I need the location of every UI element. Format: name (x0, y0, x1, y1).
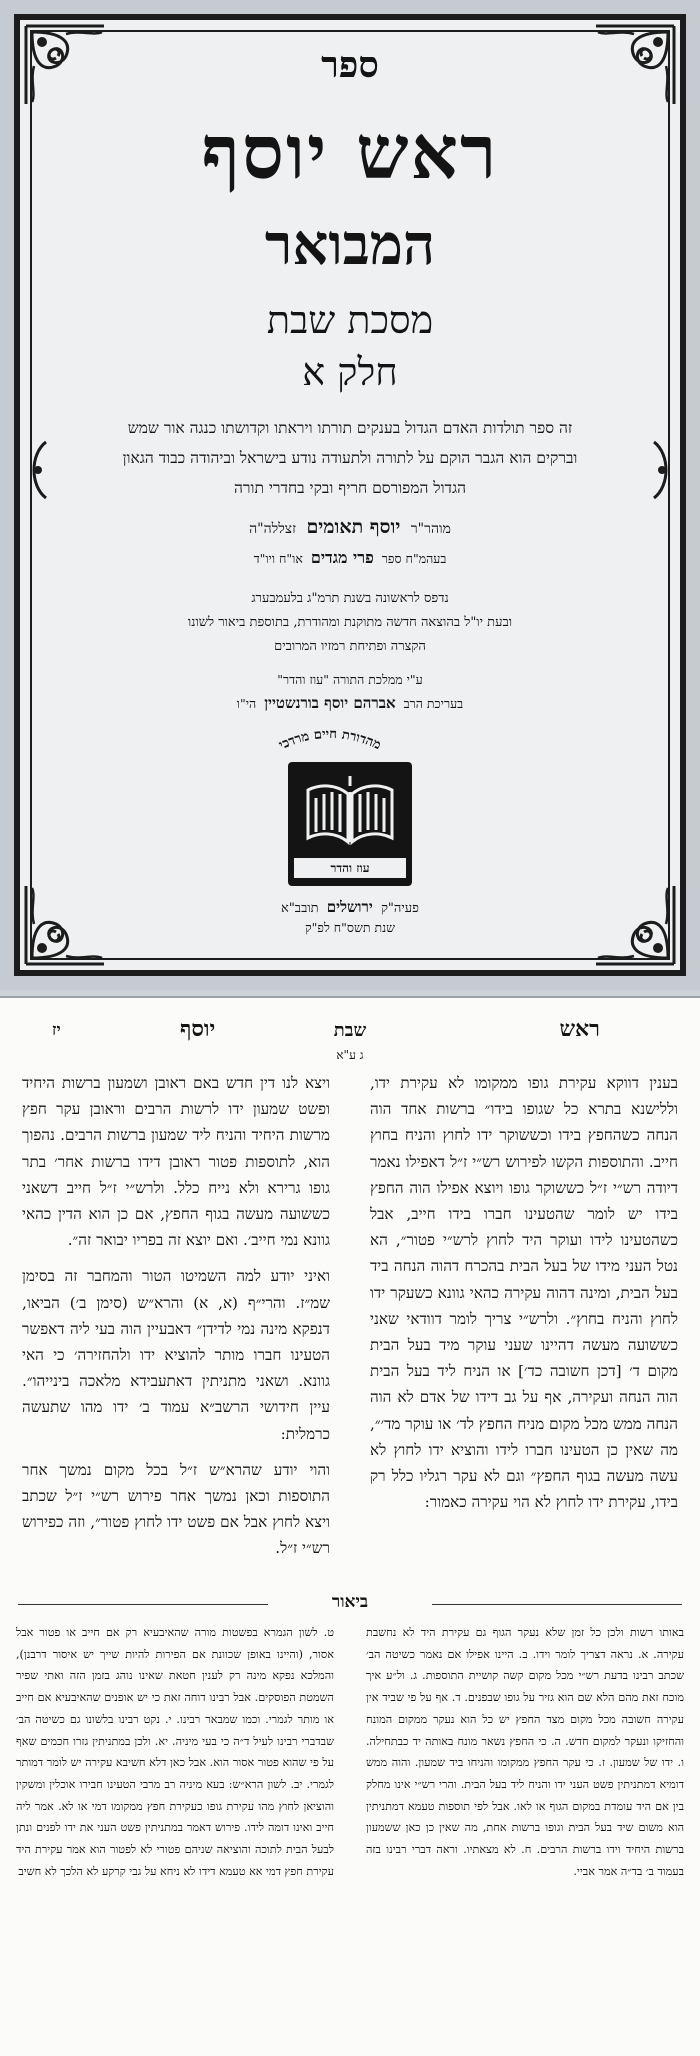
book-title: ראש יוסף (201, 110, 499, 196)
volume-part: חלק א (302, 350, 398, 394)
logo-text: עוז והדר (294, 858, 406, 878)
editor-suffix: הי"ו (236, 696, 257, 711)
author-note-suffix: או"ח ויו"ד (253, 551, 303, 566)
author-note (0, 548, 700, 568)
edition-text: מהדורת חיים מרדכי (276, 726, 384, 754)
svg-text:מהדורת חיים מרדכי (277, 727, 384, 753)
editor-line (0, 694, 700, 713)
paragraph: ויצא לנו דין חדש באם ראובן ושמעון ברשות היחיד ופשט שמעון ידו לרשות הרבים וראובן עקר חפץ מרשות היחיד והניח ליד שמעון ברשות הרבים. נהפוך הוא, לתוספות פטור ראובן דידו ברשות אחר׳ בתר גופו גרירא ולא נייח כלל. ולרש״י ז״ל חייב דשאני כששועה מעשה בגוף החפץ, אם כן הוא הדין כהאי גוונא נמי חייב׳. ואם יוצא זה בפריו יבואר זה״. (22, 1074, 330, 1250)
folio-reference: ג ע"א (336, 1048, 364, 1062)
place-line (0, 898, 700, 917)
publisher-logo (288, 762, 412, 886)
commentary-paragraph: באותו רשות ולכן כל זמן שלא נעקר הגוף גם עקירת היד לא נחשבת עקירה. א. נראה דצריך לומר וידו. ב. היינו אפילו אם נאמר כשיטה הב׳ שכתב רבינו בדעת רש״י מכל מקום קשה קושיית התוספות. ג. ול״ע איך מוכח זאת מהם הלא שם הוא גזיר על גופו שבפנים. ד. אף על פי שביד אין עקירה חשובה מכל מקום מצד החפץ יש כל הוא נעקר ממקום המונח והחזיקו ונעקר למקום חדש. ה. כי החפץ נשאר מונח באותה יד כבתחילה. ו. ידו של שמעון. ז. כי עקר החפץ ממקומו והניחו ביד שמעון. והוה ממש דומיא דמתניתין פשט העני ידו והניח ליד בעל הבית. והרי רש״י אינו מחלק בין אם היד עומדת במקום הגוף או לאו. אבל לפי תוספות טעמא דמתניתין הוא משום שיד בעל הבית וגופו ברשות אחת, מה שאין כן כאן ששמעון ברשות היחיד וידו ברשות הרבים. ח. לא מצאתיו. וראה דברי רבינו בזה בעמוד ב׳ בד״ה אמר אביי. (366, 1626, 684, 1878)
place-suffix: תובב"א (281, 901, 319, 916)
printing-line: נדפס לראשונה בשנת תרמ"ג בלעמבערג (251, 591, 449, 606)
text-page (0, 996, 700, 2056)
author-note-prefix: בעהמ"ח ספר (381, 551, 447, 566)
author-name: יוסף תאומים (306, 516, 401, 538)
main-text-right-column (370, 1070, 678, 1525)
running-head (0, 1016, 700, 1050)
paragraph: ואיני יודע למה השמיטו הטור והמחבר זה בסימן שמ״ז. והרי״ף (א, א) והרא״ש (סימן ב׳) הביאו, דנפקא מינה נמי לדידן״ דאבעיין הוה בעי ליה דאפשר הטעינו חברו מותר להוציא ידו ולהחזירה׳ כי האי גוונא. ושאני מתניתין דאתעבידא מלאכה בינייהו״. עיין חידושי הרשב״א עמוד ב׳ ידו מהו שתעשה כרמלית: (22, 1267, 330, 1443)
author-note-book: פרי מגדים (310, 548, 374, 567)
publisher: ע"י ממלכת התורה "עוז והדר" (277, 672, 423, 687)
sefer-label: ספר (321, 44, 379, 86)
tractate-name: מסכת שבת (266, 298, 434, 342)
editor-name: אברהם יוסף בורנשטיין (264, 694, 396, 712)
commentary-right-column (366, 1622, 684, 1882)
paragraph: בענין דווקא עקירת גופו ממקומו לא עקירת ידו, וללישנא בתרא כל שגופו בידו״ ברשות אחד הוה הנחה כשהחפץ בידו וכששוקר ידו לחוץ והניח בחוץ חייב. והתוספות הקשו לפירוש רש״י ז״ל דאפילו נאמר דיודה רש״י ז״ל כששוקר גופו ויוצא אפילו הוה החפץ בידו יש לומר שהטעינו חברו בידו חייב, אבל כשהטעינו לידו ועוקר היד לחוץ לרש״י פטור״, הא נטל העני מידו של בעל הבית בהכרח דהוה הנחה ביד בעל הבית, ומינה דהוה עקירה כהאי גוונא כשעקר ידו לחוץ והניח בחוץ״. ולרש״י צריך לומר דוודאי שאני כששועה מעשה דהיינו שעני עוקר מיד בעל הבית מקום ד׳ [דכן חשובה כד׳] או הניח ליד בעל הבית הוה הנחה ועקירה, אף על גב דידו של אדם לא הוה הנחה ממש מכל מקום מניח החפץ לד׳ או עוקר מד׳״, מה שאין כן הטעינו חברו לידו והוציא ידו לחוץ לא עשה מעשה בגוף החפץ״ וגם לא עקר רגליו כלל רק בידו, עקירת ידו לחוץ לא הוי עקירה כאמור: (370, 1074, 678, 1512)
open-book-icon (302, 772, 398, 850)
publication-year: שנת תשס"ח לפ"ק (304, 920, 396, 935)
running-head-word: ראש (559, 1016, 600, 1042)
edition-label (250, 716, 410, 766)
printing-line: הקצרה ופתיחת רמזיו המרובים (274, 639, 426, 654)
commentary-left-column (16, 1622, 334, 1882)
running-head-tractate: שבת (333, 1020, 367, 1041)
place-prefix: פעיה"ק (380, 901, 419, 916)
description-line: הגדול המפורסם חריף ובקי בחדרי תורה (233, 479, 467, 497)
commentary-paragraph: ט. לשון הגמרא בפשטות מורה שהאיבעיא רק אם חייב או פטור אבל אסור, (והיינו באופן שכוונת אם הפירות להיות שייך יש איסור דרבנן), והמלכא נפקא מינה רק לענין חטאת שאינו נוהג בזמן הזה ואתי שפיר השמטת הפוסקים. אבל רבינו דוחה זאת כי יש אופנים שהאיבעיא אם חייב או מותר לגמרי. וכמו שמבאר רבינו. י. נקט רבינו בלשונו גם כשיטה הב׳ שבדברי רבינו לעיל ד״ה כי בעי מיניה. יא. ולכן במתניתין גזרו חכמים שאף על פי שהוא פטור אסור הוא. אבל כאן דלא חשיבא עקירה יש לומר דמותר לגמרי. יב. לשון הרא״ש: בעא מיניה רב מרבי הטעינו חבירו אוכלין ומשקין והוציאן לחוץ מהו עקירת גופו כעקירת חפץ ממקומו דמי או לא. אמר ליה חייב ואינו דומה לידו. פירוש דאמר במתניתין פשט העני את ידו לפנים ונתן לבעל הבית לתוכה והוציאה שניהם פטורי לא לפטור הוא אמר עקירת היד עקירת חפץ דמי אא טעמא דידו לא ניחא על גבי קרקע לא הלכך לא חשיב (16, 1626, 334, 1878)
running-head-word: יוסף (180, 1016, 216, 1042)
editor-prefix: בעריכת הרב (403, 696, 464, 711)
description-line: זה ספר תולדות האדם הגדול בענקים תורתו ויראתו וקדושתו כנגה אור שמש (127, 419, 573, 437)
paragraph: והוי יודע שהרא״ש ז״ל בכל מקום נמשך אחר התוספות וכאן נמשך אחר פירוש רש״י ז״ל שכתב ויצא לחוץ אבל אם פשט ידו לחוץ פטור״, וזה כפירוש רש״י ז״ל. (22, 1460, 330, 1558)
description-line: וברקים הוא הגבר הוקם על לתורה ולתעודה נודע בישראל וביהודה כבוד הגאון (122, 449, 578, 467)
main-text-left-column (22, 1070, 330, 1572)
author-suffix: זצללה"ה (249, 521, 296, 537)
author-line (0, 516, 700, 539)
printing-line: ובעת יו"ל בהוצאה חדשה מתוקנת ומהודרת, בתוספת ביאור לשונו (187, 615, 513, 630)
commentary-header (18, 1592, 682, 1616)
commentary-title: ביאור (331, 1592, 369, 1612)
place-name: ירושלים (326, 898, 373, 916)
book-subtitle: המבואר (264, 212, 436, 278)
page-number: יז (52, 1020, 61, 1039)
divider (18, 1604, 268, 1605)
author-prefix: מוהר"ר (410, 521, 451, 537)
title-page (0, 0, 700, 990)
